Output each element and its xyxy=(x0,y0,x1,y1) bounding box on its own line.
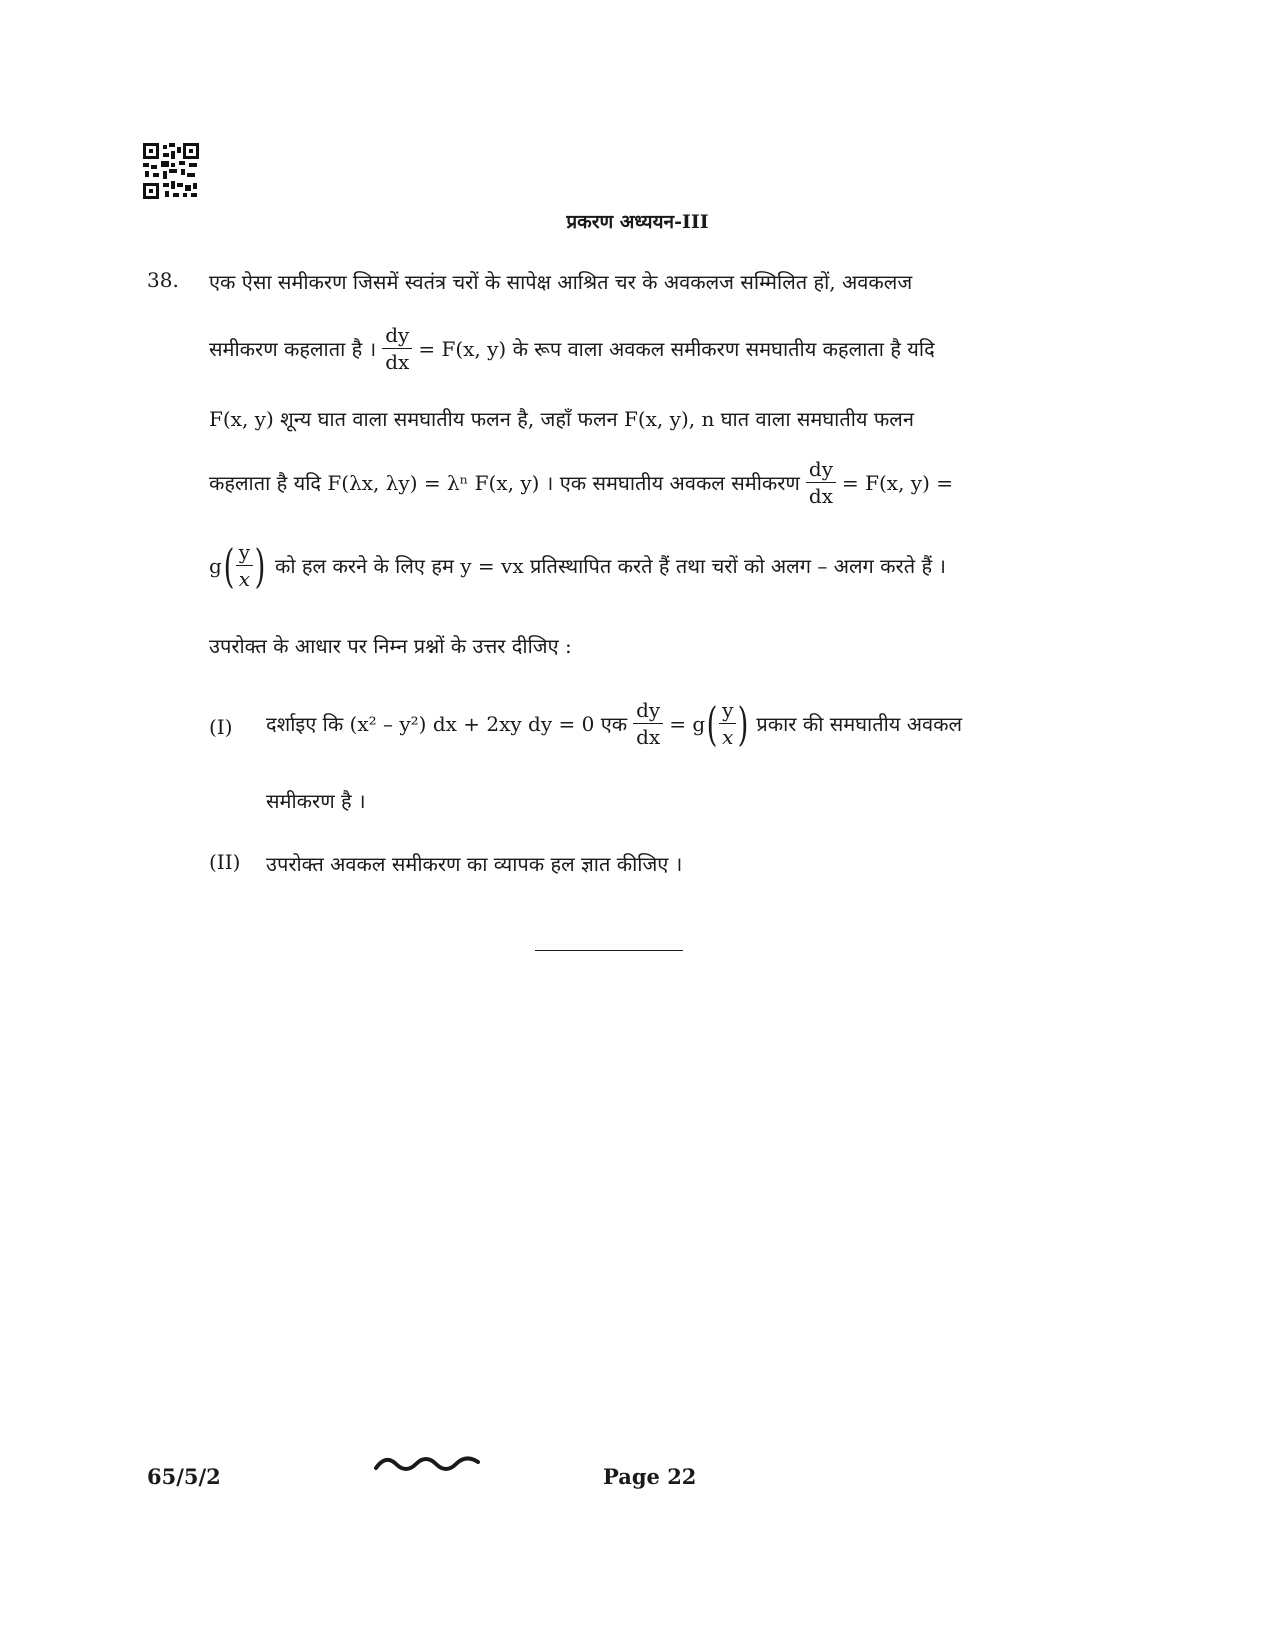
fraction-numerator: dy xyxy=(382,323,412,349)
question-line-1 xyxy=(209,268,912,295)
derivative-fraction xyxy=(806,457,836,508)
question-text: कहलाता है यदि F(λx, λy) = λⁿ F(x, y) । एक समघातीय अवकल समीकरण xyxy=(209,471,800,495)
function-g-expression: g ( $\frac{y}{x}$ ) xyxy=(209,538,266,593)
page-number: Page 22 xyxy=(603,1464,697,1489)
part-1-text: दर्शाइए कि (x² – y²) dx + 2xy dy = 0 एक xyxy=(266,712,628,736)
part-2-line xyxy=(266,850,682,877)
part-2-label: (II) xyxy=(209,850,241,874)
fraction-numerator: dy xyxy=(633,698,663,724)
fraction-denominator: x xyxy=(238,567,251,591)
instruction-text: उपरोक्त के आधार पर निम्न प्रश्नों के उत्तर दीजिए : xyxy=(209,634,572,658)
part-1-text: प्रकार की समघातीय अवकल xyxy=(756,712,963,736)
question-text: एक ऐसा समीकरण जिसमें स्वतंत्र चरों के सापेक्ष आश्रित चर के अवकलज सम्मिलित हों, अवकलज xyxy=(209,270,913,294)
question-text: = F(x, y) = xyxy=(842,470,954,495)
derivative-fraction xyxy=(382,323,412,374)
wave-ornament-icon xyxy=(372,1450,482,1478)
question-line-3 xyxy=(209,405,914,432)
question-text: F(x, y) शून्य घात वाला समघातीय फलन है, जहाँ फलन F(x, y), n घात वाला समघातीय फलन xyxy=(209,407,914,431)
y-over-x-fraction xyxy=(719,698,736,749)
fraction-denominator: dx xyxy=(808,484,833,508)
fraction-numerator: y xyxy=(719,698,736,724)
part-2-text: उपरोक्त अवकल समीकरण का व्यापक हल ज्ञात कीजिए । xyxy=(266,852,683,876)
part-1-line: दर्शाइए कि (x² – y²) dx + 2xy dy = 0 एक $\frac{dy}{dx}$ = g ( $\frac{y}{x}$ ) प्रकार की समघातीय अवकल xyxy=(266,696,963,751)
part-1-label: (I) xyxy=(209,715,233,739)
fraction-numerator: dy xyxy=(806,457,836,483)
derivative-fraction xyxy=(633,698,663,749)
part-1-equals-g: = g xyxy=(669,711,706,736)
function-g-label: g xyxy=(209,553,222,578)
instruction-line xyxy=(209,632,572,659)
question-text: समीकरण कहलाता है । xyxy=(209,337,377,361)
question-line-4 xyxy=(209,457,953,508)
fraction-denominator: dx xyxy=(385,350,410,374)
qr-code-icon xyxy=(143,143,199,199)
question-text: = F(x, y) के रूप वाला अवकल समीकरण समघातीय कहलाता है यदि xyxy=(418,337,935,361)
part-1-continuation xyxy=(266,787,366,814)
fraction-denominator: dx xyxy=(636,725,661,749)
question-line-5 xyxy=(209,540,946,591)
section-title: प्रकरण अध्ययन-III xyxy=(566,211,709,233)
fraction-numerator: y xyxy=(236,540,253,566)
fraction-denominator: x xyxy=(722,725,734,749)
part-1-text: समीकरण है । xyxy=(266,789,366,813)
question-text: को हल करने के लिए हम y = vx प्रतिस्थापित करते हैं तथा चरों को अलग – अलग करते हैं । xyxy=(275,554,947,578)
paper-code: 65/5/2 xyxy=(147,1464,221,1489)
end-divider xyxy=(535,950,683,951)
y-over-x-fraction xyxy=(236,540,253,591)
question-line-2 xyxy=(209,323,935,374)
question-number: 38. xyxy=(147,268,179,292)
